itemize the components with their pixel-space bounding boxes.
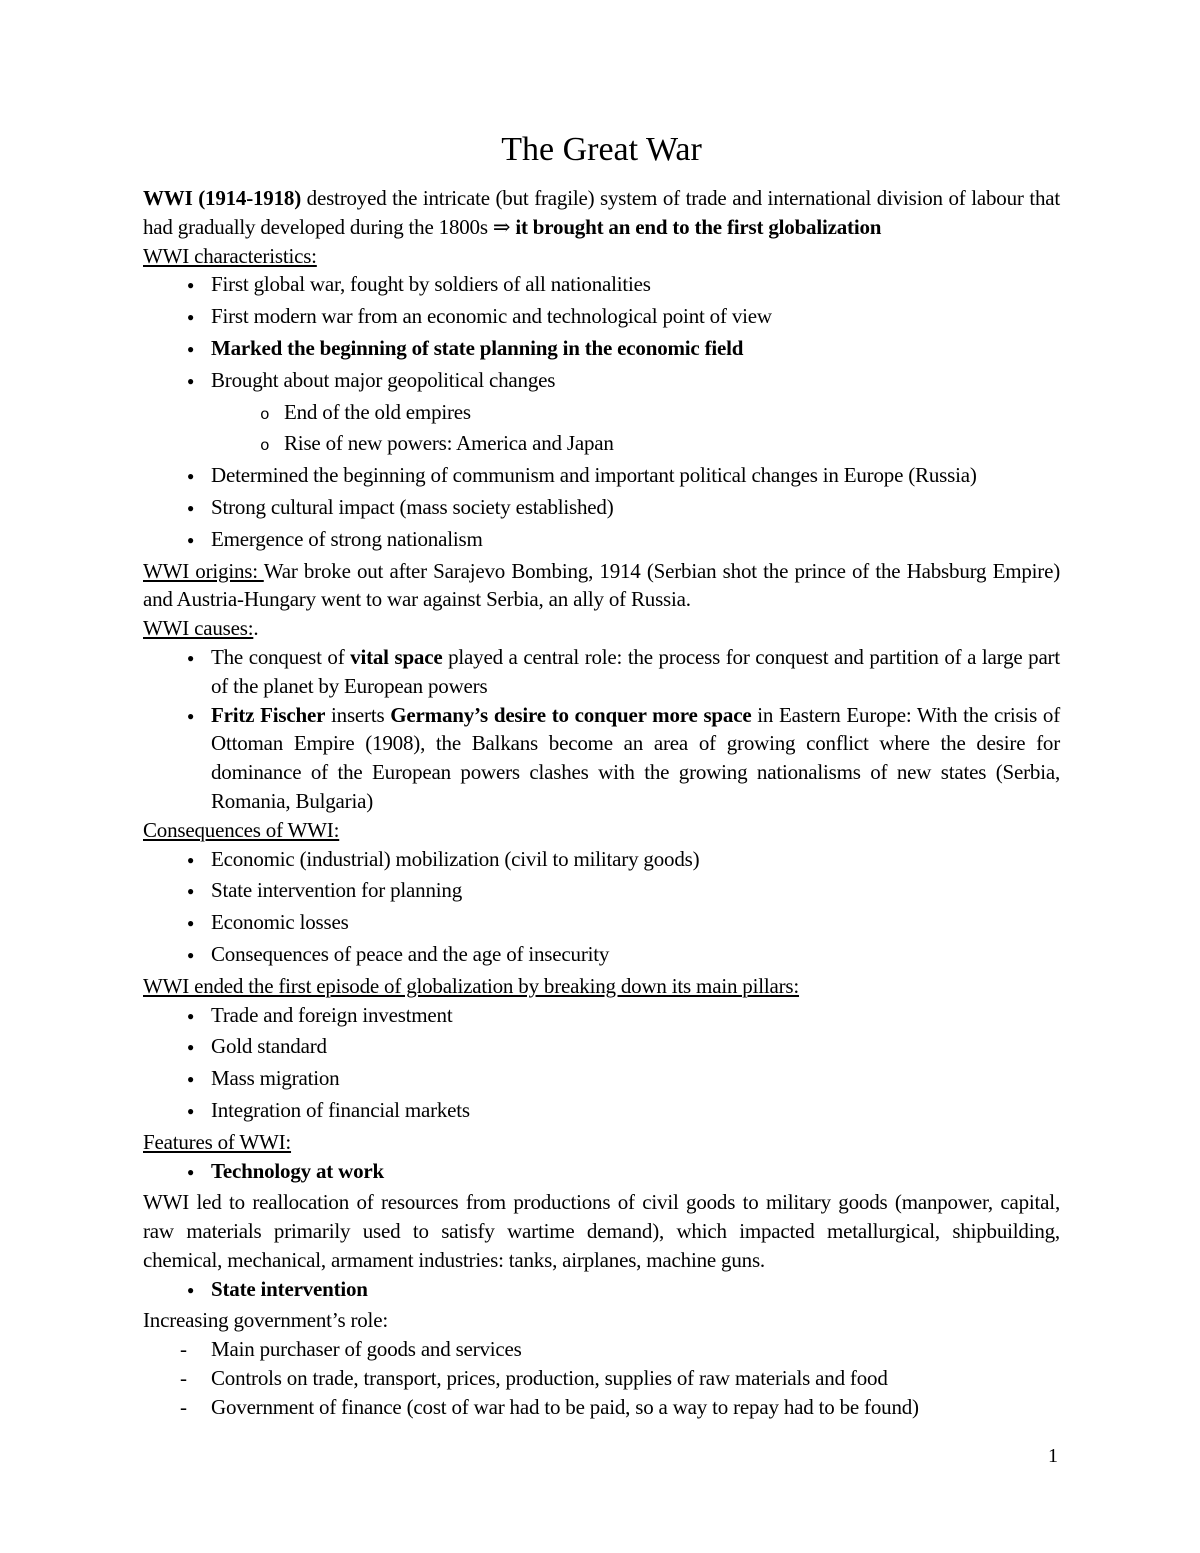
- text-run: vital space: [350, 644, 443, 669]
- text-run: Brought about major geopolitical changes: [211, 367, 556, 392]
- list-item-text: [211, 334, 1060, 363]
- dash-list-item: [180, 1335, 1060, 1364]
- text-run: Determined the beginning of communism and important political changes in Europe (Russia): [211, 463, 977, 488]
- text-run: in Eastern Europe: With the crisis of Ottoman Empire (1908), the Balkans become an area of growing conflict where the desire for dominance of the European powers clashes with the growing nationalisms of new states (Serbia, Romania, Bulgaria): [211, 702, 1060, 813]
- text-run: Emergence of strong nationalism: [211, 526, 483, 551]
- dash-icon: -: [180, 1394, 187, 1419]
- document-body: [143, 128, 1060, 1422]
- list-item-text: [211, 940, 1060, 969]
- text-run: WWI (1914-1918): [143, 186, 302, 210]
- sub-list-item: [260, 429, 1060, 461]
- list-item-text: [211, 643, 1060, 701]
- dash-list-item: [180, 1364, 1060, 1393]
- text-run: Rise of new powers: America and Japan: [284, 431, 614, 456]
- list-item: [187, 270, 1060, 302]
- list-item-text: [211, 1001, 1060, 1030]
- text-run: Features of WWI:: [143, 1129, 292, 1154]
- paragraph: [143, 1188, 1060, 1274]
- text-run: Consequences of WWI:: [143, 817, 340, 842]
- list-item-text: [211, 876, 1060, 905]
- list-item: [187, 1157, 1060, 1189]
- circle-bullet-icon: o: [260, 437, 270, 456]
- list-item-text: [211, 302, 1060, 331]
- bullet-icon: ●: [187, 310, 195, 325]
- bullet-icon: ●: [187, 708, 195, 723]
- text-run: destroyed the intricate (but fragile) system of trade and international division of labour that had gradually developed during the 1800s ⇒: [143, 186, 1061, 239]
- text-run: The conquest of: [211, 644, 351, 669]
- text-run: WWI causes:: [143, 616, 254, 641]
- text-run: Mass migration: [211, 1066, 340, 1091]
- text-run: End of the old empires: [284, 399, 471, 424]
- list-item-text: [211, 461, 1060, 490]
- dash-list-item: [180, 1393, 1060, 1422]
- list-item-text: [284, 429, 1060, 458]
- paragraph: [143, 1306, 1060, 1335]
- paragraph: [143, 1128, 1060, 1157]
- list-item: [187, 876, 1060, 908]
- list-item-text: [211, 1393, 1060, 1422]
- list-item: [187, 908, 1060, 940]
- list-item-text: [211, 1096, 1060, 1125]
- text-run: War broke out after Sarajevo Bombing, 1914 (Serbian shot the prince of the Habsburg Empire) and Austria-Hungary went to war against Serbia, an ally of Russia.: [143, 558, 1061, 612]
- bullet-icon: ●: [187, 500, 195, 515]
- text-run: .: [253, 616, 259, 641]
- list-item: [187, 845, 1060, 877]
- document-blocks: [143, 184, 1060, 1422]
- bullet-icon: ●: [187, 884, 195, 899]
- text-run: played a central role: the process for conquest and partition of a large part of the planet by European powers: [211, 644, 1060, 698]
- text-run: Economic (industrial) mobilization (civil to military goods): [211, 846, 700, 871]
- text-run: inserts: [325, 702, 391, 727]
- text-run: Marked the beginning of state planning in the economic field: [211, 335, 744, 360]
- list-item-text: [211, 908, 1060, 937]
- page-title: The Great War: [501, 131, 702, 168]
- circle-bullet-icon: o: [260, 405, 270, 424]
- text-run: Fritz Fischer: [211, 702, 326, 727]
- bullet-icon: ●: [187, 947, 195, 962]
- bullet-icon: ●: [187, 916, 195, 931]
- text-run: Trade and foreign investment: [211, 1002, 453, 1027]
- text-run: First global war, fought by soldiers of all nationalities: [211, 272, 651, 297]
- bullet-icon: ●: [187, 1103, 195, 1118]
- text-run: Government of finance (cost of war had to be paid, so a way to repay had to be found): [211, 1394, 919, 1419]
- list-item-text: [211, 845, 1060, 874]
- text-run: it brought an end to the first globalization: [515, 214, 882, 239]
- text-run: WWI characteristics:: [143, 243, 317, 268]
- paragraph: [143, 557, 1060, 615]
- list-item: [187, 366, 1060, 398]
- bullet-icon: ●: [187, 469, 195, 484]
- text-run: First modern war from an economic and technological point of view: [211, 304, 772, 329]
- list-item-text: [211, 1064, 1060, 1093]
- text-run: Consequences of peace and the age of insecurity: [211, 941, 610, 966]
- list-item: [187, 1032, 1060, 1064]
- bullet-icon: ●: [187, 852, 195, 867]
- text-run: State intervention: [211, 1276, 368, 1301]
- bullet-icon: ●: [187, 1282, 195, 1297]
- list-item: [187, 493, 1060, 525]
- list-item: [187, 1096, 1060, 1128]
- list-item-text: [211, 1157, 1060, 1186]
- list-item: [187, 1275, 1060, 1307]
- bullet-icon: ●: [187, 532, 195, 547]
- text-run: WWI ended the first episode of globalization by breaking down its main pillars:: [143, 973, 800, 998]
- text-run: Increasing government’s role:: [143, 1308, 388, 1333]
- text-run: WWI led to reallocation of resources from productions of civil goods to military goods (manpower, capital, raw materials primarily used to satisfy wartime demand), which impacted metallurgical, shipbuilding, chemical, mechanical, armament industries: tanks, airplanes, machine guns.: [143, 1190, 1060, 1272]
- dash-icon: -: [180, 1337, 187, 1362]
- list-item: [187, 1001, 1060, 1033]
- text-run: Main purchaser of goods and services: [211, 1337, 522, 1362]
- text-run: Controls on trade, transport, prices, production, supplies of raw materials and food: [211, 1366, 888, 1391]
- text-run: Strong cultural impact (mass society established): [211, 494, 614, 519]
- list-item: [187, 302, 1060, 334]
- bullet-icon: ●: [187, 650, 195, 665]
- list-item-text: [211, 1364, 1060, 1393]
- bullet-icon: ●: [187, 341, 195, 356]
- list-item-text: [284, 398, 1060, 427]
- bullet-icon: ●: [187, 373, 195, 388]
- text-run: Gold standard: [211, 1034, 327, 1059]
- bullet-icon: ●: [187, 1040, 195, 1055]
- list-item: [187, 701, 1060, 816]
- paragraph: [143, 242, 1060, 271]
- list-item: [187, 334, 1060, 366]
- bullet-icon: ●: [187, 1164, 195, 1179]
- text-run: State intervention for planning: [211, 878, 462, 903]
- list-item-text: [211, 366, 1060, 395]
- list-item-text: [211, 493, 1060, 522]
- text-run: Technology at work: [211, 1158, 384, 1183]
- bullet-icon: ●: [187, 1008, 195, 1023]
- bullet-icon: ●: [187, 278, 195, 293]
- text-run: Economic losses: [211, 910, 349, 935]
- list-item-text: [211, 701, 1060, 816]
- paragraph: [143, 972, 1060, 1001]
- text-run: WWI origins:: [143, 558, 264, 583]
- list-item-text: [211, 1032, 1060, 1061]
- dash-icon: -: [180, 1366, 187, 1391]
- list-item-text: [211, 525, 1060, 554]
- list-item-text: [211, 1335, 1060, 1364]
- text-run: Integration of financial markets: [211, 1097, 470, 1122]
- paragraph: [143, 816, 1060, 845]
- list-item: [187, 940, 1060, 972]
- sub-list-item: [260, 398, 1060, 430]
- text-run: Germany’s desire to conquer more space: [390, 702, 752, 727]
- page-number: 1: [1048, 1445, 1058, 1467]
- list-item: [187, 1064, 1060, 1096]
- paragraph: [143, 614, 1060, 643]
- list-item-text: [211, 270, 1060, 299]
- list-item: [187, 643, 1060, 701]
- paragraph: [143, 184, 1060, 242]
- bullet-icon: ●: [187, 1072, 195, 1087]
- list-item: [187, 525, 1060, 557]
- list-item-text: [211, 1275, 1060, 1304]
- list-item: [187, 461, 1060, 493]
